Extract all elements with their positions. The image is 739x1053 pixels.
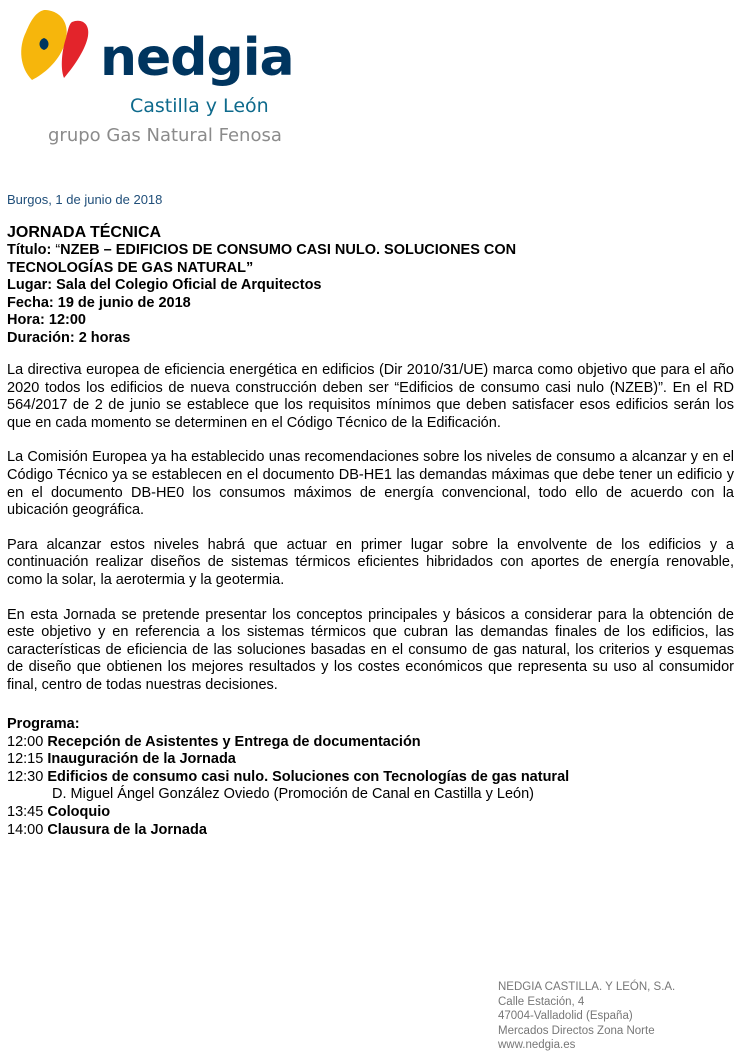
paragraph-4: En esta Jornada se pretende presentar los conceptos principales y básicos a considerar para la obtención de este objetivo y en referencia a los sistemas térmicos que cubran las demandas finales de los edificios, las características de eficiencia de las soluciones basadas en el consumo de gas natural, los criterios y esquemas de diseño que obtienen los mejores resultados y los costes económicos que representa su uso al consumidor final, centro de todas nuestras decisiones. [7,606,734,693]
program-speaker: D. Miguel Ángel González Oviedo (Promoción de Canal en Castilla y León) [52,786,534,803]
logo-brand: nedgia [100,28,294,88]
title-label: Título: [7,242,52,258]
title-open-quote: “ [55,242,61,258]
program-time: 12:00 [7,733,44,750]
footer-company: NEDGIA CASTILLA. Y LEÓN, S.A. [498,981,676,993]
nedgia-logo [14,8,294,153]
program-activity: Clausura de la Jornada [47,821,207,838]
program-section [7,716,734,839]
event-heading-block [7,224,733,347]
footer-website: www.nedgia.es [498,1039,576,1052]
title-text-1: NZEB – EDIFICIOS DE CONSUMO CASI NULO. SOLUCIONES CON [60,242,517,258]
event-time: Hora: 12:00 [7,312,86,328]
program-activity: Edificios de consumo casi nulo. Soluciones con Tecnologías de gas natural [47,768,570,785]
program-title: Programa: [7,716,80,732]
event-heading: JORNADA TÉCNICA [7,224,162,241]
program-activity: Inauguración de la Jornada [47,751,236,768]
program-item [7,769,734,787]
program-item [7,804,734,822]
event-title-line1 [7,242,733,260]
paragraph-2: La Comisión Europea ya ha establecido unas recomendaciones sobre los niveles de consumo a alcanzar y en el Código Técnico ya se establecen en el documento DB-HE1 las demandas máximas que debe tener un edificio y en el documento DB-HE0 los consumos máximos de energía convencional, todo ello de acuerdo con la ubicación geográfica. [7,449,734,519]
company-footer [498,980,675,1053]
event-date: Fecha: 19 de junio de 2018 [7,294,191,311]
logo-group: grupo Gas Natural Fenosa [48,125,282,146]
program-item [7,751,734,769]
program-time: 13:45 [7,803,44,820]
event-venue: Lugar: Sala del Colegio Oficial de Arquitectos [7,277,322,293]
body-text [7,362,734,712]
program-activity: Coloquio [47,803,111,820]
footer-street: Calle Estación, 4 [498,995,585,1008]
footer-city: 47004-Valladolid (España) [498,1010,633,1023]
event-title-line2: TECNOLOGÍAS DE GAS NATURAL” [7,259,254,276]
program-item [7,734,734,752]
document-date: Burgos, 1 de junio de 2018 [7,192,163,207]
program-activity: Recepción de Asistentes y Entrega de documentación [47,733,421,750]
program-item [7,822,734,840]
paragraph-3: Para alcanzar estos niveles habrá que actuar en primer lugar sobre la envolvente de los edificios y a continuación realizar diseños de sistemas térmicos eficientes hibridados con aportes de energía renovable, como la solar, la aerotermia y la geotermia. [7,536,734,588]
event-duration: Duración: 2 horas [7,329,131,346]
program-time: 12:15 [7,751,44,768]
program-time: 12:30 [7,768,44,785]
nedgia-flame-icon [14,8,104,98]
footer-department: Mercados Directos Zona Norte [498,1024,655,1037]
logo-region: Castilla y León [130,95,269,117]
paragraph-1: La directiva europea de eficiencia energética en edificios (Dir 2010/31/UE) marca como objetivo que para el año 2020 todos los edificios de nueva construcción deben ser “Edificios de consumo casi nulo (NZEB)”. En el RD 564/2017 de 2 de junio se establece que los requisitos mínimos que deben satisfacer esos edificios serán los que en cada momento se determinen en el Código Técnico de la Edificación. [7,362,734,431]
program-time: 14:00 [7,821,44,838]
